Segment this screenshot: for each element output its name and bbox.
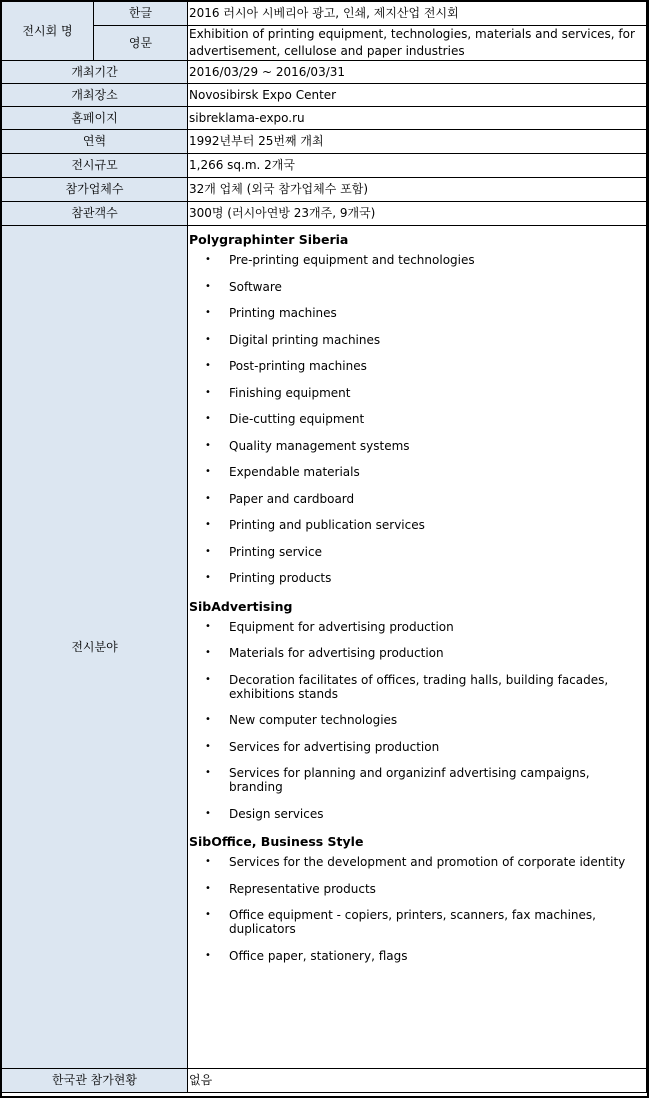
- label-venue: 개최장소: [2, 84, 188, 107]
- list-item-text: Design services: [229, 806, 324, 821]
- list-item: [189, 882, 645, 896]
- list-item: [189, 253, 645, 267]
- list-item: [189, 908, 645, 936]
- bullet-icon: •: [205, 856, 211, 867]
- row-venue: [2, 84, 647, 107]
- list-item: [189, 518, 645, 532]
- label-korean: 한글: [94, 2, 188, 26]
- row-visitors: [2, 202, 647, 226]
- list-item: [189, 713, 645, 727]
- value-visitors: 300명 (러시아연방 23개주, 9개국): [188, 202, 647, 226]
- list-item: [189, 571, 645, 585]
- list-item: [189, 492, 645, 506]
- value-english-name: Exhibition of printing equipment, technologies, materials and services, for advertisement, cellulose and paper industries: [188, 26, 647, 61]
- row-scale: [2, 154, 647, 178]
- bullet-icon: •: [205, 307, 211, 318]
- list-item: [189, 333, 645, 347]
- value-exhibitors: 32개 업체 (외국 참가업체수 포함): [188, 178, 647, 202]
- list-item: [189, 306, 645, 320]
- list-item: [189, 465, 645, 479]
- label-visitors: 참관객수: [2, 202, 188, 226]
- list-item: [189, 646, 645, 660]
- value-venue: Novosibirsk Expo Center: [188, 84, 647, 107]
- list-item-text: Equipment for advertising production: [229, 619, 454, 634]
- list-item: [189, 855, 645, 869]
- list-item-text: Die-cutting equipment: [229, 412, 365, 426]
- list-item-text: Office equipment - copiers, printers, scanners, fax machines, duplicators: [229, 908, 596, 936]
- label-homepage: 홈페이지: [2, 107, 188, 130]
- bullet-icon: •: [205, 740, 211, 752]
- value-korean-name: 2016 러시아 시베리아 광고, 인쇄, 제지산업 전시회: [188, 2, 647, 26]
- list-item-text: Services for the development and promotion of corporate identity: [229, 855, 626, 869]
- list-item-text: Post-printing machines: [229, 359, 367, 373]
- list-item-text: Office paper, stationery, flags: [229, 948, 408, 963]
- list-item-text: Printing and publication services: [229, 518, 425, 532]
- list-item: [189, 412, 645, 426]
- label-scale: 전시규모: [2, 154, 188, 178]
- list-item: [189, 949, 645, 963]
- list-item-text: Materials for advertising production: [229, 646, 444, 660]
- list-item: [189, 766, 645, 794]
- bullet-icon: •: [205, 254, 211, 265]
- list-item-text: Printing products: [229, 571, 332, 585]
- list-item-text: Services for planning and organizinf advertising campaigns, branding: [229, 766, 590, 794]
- value-scale: 1,266 sq.m. 2개국: [188, 154, 647, 178]
- value-period: 2016/03/29 ~ 2016/03/31: [188, 61, 647, 84]
- bullet-icon: •: [205, 386, 211, 398]
- section-title: Polygraphinter Siberia: [189, 232, 349, 247]
- bullet-icon: •: [205, 807, 211, 819]
- label-korea-pavilion: 한국관 참가현황: [2, 1069, 188, 1093]
- value-fields: [188, 226, 647, 1069]
- value-homepage: sibreklama-expo.ru: [188, 107, 647, 130]
- section-list: [189, 620, 645, 821]
- list-item-text: Representative products: [229, 881, 376, 896]
- bullet-icon: •: [205, 647, 211, 658]
- label-period: 개최기간: [2, 61, 188, 84]
- bullet-icon: •: [205, 466, 211, 477]
- label-history: 연혁: [2, 130, 188, 154]
- row-korea-pavilion: [2, 1069, 647, 1093]
- fields-sections: [189, 231, 645, 963]
- bullet-icon: •: [205, 519, 211, 530]
- label-exhibition-name: 전시회 명: [2, 2, 94, 61]
- bullet-icon: •: [205, 909, 211, 920]
- list-item-text: New computer technologies: [229, 713, 398, 727]
- row-english-name: [2, 26, 647, 61]
- row-history: [2, 130, 647, 154]
- exhibition-info-table: [1, 1, 647, 1093]
- list-item: [189, 620, 645, 634]
- list-item-text: Printing service: [229, 544, 322, 559]
- bullet-icon: •: [205, 620, 211, 632]
- bullet-icon: •: [205, 949, 211, 961]
- list-item-text: Services for advertising production: [229, 739, 440, 754]
- list-item: [189, 359, 645, 373]
- section-list: [189, 855, 645, 963]
- bullet-icon: •: [205, 714, 211, 725]
- label-english: 영문: [94, 26, 188, 61]
- bullet-icon: •: [205, 280, 211, 292]
- row-fields: [2, 226, 647, 1069]
- row-exhibitors: [2, 178, 647, 202]
- bullet-icon: •: [205, 767, 211, 778]
- bullet-icon: •: [205, 333, 211, 345]
- bullet-icon: •: [205, 572, 211, 583]
- list-item-text: Pre-printing equipment and technologies: [229, 253, 475, 267]
- list-item-text: Finishing equipment: [229, 385, 351, 400]
- list-item-text: Expendable materials: [229, 465, 360, 479]
- list-item-text: Software: [229, 279, 282, 294]
- bullet-icon: •: [205, 360, 211, 371]
- row-homepage: [2, 107, 647, 130]
- list-item: [189, 280, 645, 294]
- bullet-icon: •: [205, 882, 211, 894]
- bullet-icon: •: [205, 673, 211, 685]
- list-item: [189, 740, 645, 754]
- list-item: [189, 386, 645, 400]
- list-item: [189, 439, 645, 453]
- bullet-icon: •: [205, 413, 211, 424]
- section-list: [189, 253, 645, 585]
- bullet-icon: •: [205, 492, 211, 504]
- row-korean-name: [2, 2, 647, 26]
- label-fields: 전시분야: [2, 226, 188, 1069]
- list-item: [189, 545, 645, 559]
- list-item: [189, 807, 645, 821]
- list-item-text: Paper and cardboard: [229, 491, 355, 506]
- label-exhibitors: 참가업체수: [2, 178, 188, 202]
- bullet-icon: •: [205, 545, 211, 557]
- list-item: [189, 673, 645, 701]
- section-title: SibAdvertising: [189, 598, 293, 614]
- list-item-text: Digital printing machines: [229, 332, 381, 347]
- list-item-text: Printing machines: [229, 306, 337, 320]
- list-item-text: Decoration facilitates of offices, trading halls, building facades, exhibitions stands: [229, 672, 609, 701]
- section-title: SibOffice, Business Style: [189, 834, 364, 849]
- value-korea-pavilion: 없음: [188, 1069, 647, 1093]
- list-item-text: Quality management systems: [229, 438, 410, 453]
- bullet-icon: •: [205, 439, 211, 451]
- value-history: 1992년부터 25번째 개최: [188, 130, 647, 154]
- row-period: [2, 61, 647, 84]
